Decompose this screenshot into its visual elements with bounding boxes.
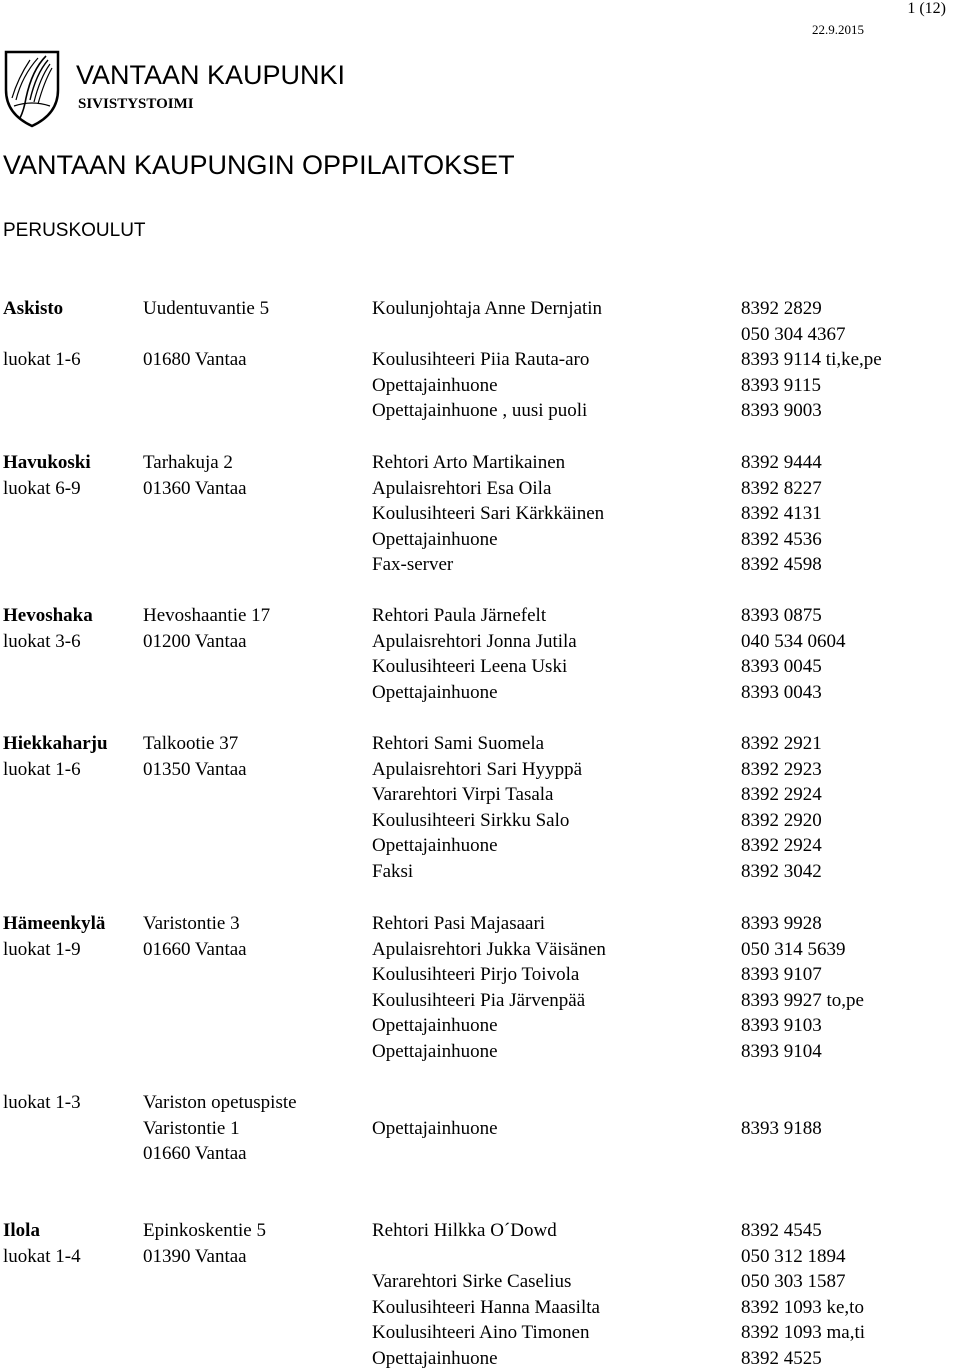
phone: 8393 9003 bbox=[741, 400, 822, 421]
phone: 8392 2920 bbox=[741, 809, 822, 831]
contact: Rehtori Sami Suomela bbox=[372, 733, 545, 754]
table-row bbox=[0, 322, 960, 348]
phone: 8392 4536 bbox=[741, 528, 822, 550]
phone: 8392 3042 bbox=[741, 860, 822, 882]
table-row bbox=[0, 1295, 960, 1321]
table-row bbox=[0, 911, 960, 937]
phone: 8392 2829 bbox=[741, 298, 822, 319]
address: 01680 Vantaa bbox=[143, 349, 247, 370]
address: 01360 Vantaa bbox=[143, 477, 247, 499]
phone: 8392 9444 bbox=[741, 452, 822, 473]
table-row bbox=[0, 1244, 960, 1270]
grades: luokat 1-4 bbox=[3, 1245, 81, 1267]
address: Variston opetuspiste bbox=[143, 1092, 297, 1113]
phone: 8392 4545 bbox=[741, 1220, 822, 1241]
table-row bbox=[0, 937, 960, 963]
table-row bbox=[0, 1269, 960, 1295]
contact: Koulunjohtaja Anne Dernjatin bbox=[372, 298, 603, 319]
table-row bbox=[0, 1090, 960, 1116]
table-row bbox=[0, 859, 960, 885]
contact: Opettajainhuone bbox=[372, 1040, 498, 1062]
table-row bbox=[0, 501, 960, 527]
contact: Opettajainhuone bbox=[372, 1117, 498, 1139]
phone: 8392 1093 ke,to bbox=[741, 1296, 864, 1318]
table-row bbox=[0, 782, 960, 808]
organization-subtitle: SIVISTYSTOIMI bbox=[78, 96, 194, 112]
table-row bbox=[0, 988, 960, 1014]
phone: 8392 2924 bbox=[741, 835, 822, 856]
school-name: Hämeenkylä bbox=[3, 913, 106, 934]
contact: Opettajainhuone bbox=[372, 835, 498, 856]
contact: Faksi bbox=[372, 860, 414, 882]
table-row bbox=[0, 1218, 960, 1244]
contact: Vararehtori Virpi Tasala bbox=[372, 784, 554, 805]
contact: Koulusihteeri Sirkku Salo bbox=[372, 809, 570, 831]
phone: 8392 4525 bbox=[741, 1347, 822, 1369]
contact: Apulaisrehtori Jukka Väisänen bbox=[372, 938, 606, 960]
contact: Koulusihteeri Pirjo Toivola bbox=[372, 964, 580, 985]
table-row bbox=[0, 680, 960, 706]
contact: Opettajainhuone bbox=[372, 374, 498, 396]
organization-title: VANTAAN KAUPUNKI bbox=[76, 60, 346, 90]
contact: Apulaisrehtori Jonna Jutila bbox=[372, 630, 577, 652]
contact: Vararehtori Sirke Caselius bbox=[372, 1271, 572, 1292]
table-row bbox=[0, 1320, 960, 1346]
phone: 8393 9115 bbox=[741, 374, 822, 396]
grades: luokat 1-6 bbox=[3, 349, 81, 370]
grades: luokat 6-9 bbox=[3, 477, 81, 499]
table-row bbox=[0, 629, 960, 655]
table-row bbox=[0, 476, 960, 502]
document-title: VANTAAN KAUPUNGIN OPPILAITOKSET bbox=[3, 150, 515, 180]
section-title: PERUSKOULUT bbox=[3, 220, 146, 241]
contact: Rehtori Paula Järnefelt bbox=[372, 605, 547, 626]
table-row bbox=[0, 527, 960, 553]
table-row bbox=[0, 552, 960, 578]
contact: Koulusihteeri Pia Järvenpää bbox=[372, 989, 586, 1011]
contact: Koulusihteeri Hanna Maasilta bbox=[372, 1296, 600, 1318]
phone: 8393 0875 bbox=[741, 605, 822, 626]
phone: 8392 2921 bbox=[741, 733, 822, 754]
contact: Koulusihteeri Leena Uski bbox=[372, 656, 568, 677]
phone: 050 303 1587 bbox=[741, 1271, 846, 1292]
phone: 8392 4131 bbox=[741, 503, 822, 524]
contact: Rehtori Pasi Majasaari bbox=[372, 913, 546, 934]
contact: Rehtori Arto Martikainen bbox=[372, 452, 566, 473]
table-row bbox=[0, 296, 960, 322]
address: Tarhakuja 2 bbox=[143, 452, 233, 473]
grades: luokat 1-9 bbox=[3, 938, 81, 960]
table-row bbox=[0, 1141, 960, 1167]
school-name: Havukoski bbox=[3, 452, 91, 473]
phone: 050 314 5639 bbox=[741, 938, 846, 960]
table-row bbox=[0, 373, 960, 399]
table-row bbox=[0, 757, 960, 783]
school-name: Hevoshaka bbox=[3, 605, 93, 626]
phone: 8393 9107 bbox=[741, 964, 822, 985]
table-row bbox=[0, 731, 960, 757]
phone: 050 312 1894 bbox=[741, 1245, 846, 1267]
table-row bbox=[0, 1346, 960, 1372]
contact: Koulusihteeri Aino Timonen bbox=[372, 1322, 590, 1343]
grades: luokat 1-3 bbox=[3, 1092, 81, 1113]
table-row bbox=[0, 347, 960, 373]
table-row bbox=[0, 1013, 960, 1039]
grades: luokat 3-6 bbox=[3, 630, 81, 652]
contact: Opettajainhuone bbox=[372, 1347, 498, 1369]
table-row bbox=[0, 450, 960, 476]
contact: Apulaisrehtori Esa Oila bbox=[372, 477, 552, 499]
phone: 8392 8227 bbox=[741, 477, 822, 499]
address: Hevoshaantie 17 bbox=[143, 605, 271, 626]
phone: 8393 9188 bbox=[741, 1117, 822, 1139]
phone: 8392 2923 bbox=[741, 758, 822, 780]
contact: Opettajainhuone bbox=[372, 528, 498, 550]
document-date: 22.9.2015 bbox=[812, 22, 864, 37]
contact: Koulusihteeri Piia Rauta-aro bbox=[372, 349, 590, 370]
city-crest-logo-icon bbox=[2, 48, 62, 128]
contact: Apulaisrehtori Sari Hyyppä bbox=[372, 758, 583, 780]
address: Varistontie 3 bbox=[143, 913, 240, 934]
address: 01390 Vantaa bbox=[143, 1245, 247, 1267]
table-row bbox=[0, 1039, 960, 1065]
address: Uudentuvantie 5 bbox=[143, 298, 270, 319]
phone: 8393 9104 bbox=[741, 1040, 822, 1062]
phone: 8393 9928 bbox=[741, 913, 822, 934]
address: Epinkoskentie 5 bbox=[143, 1220, 266, 1241]
page-number: 1 (12) bbox=[907, 0, 946, 17]
phone: 8393 0045 bbox=[741, 656, 822, 677]
phone: 8393 9103 bbox=[741, 1015, 822, 1036]
table-row bbox=[0, 833, 960, 859]
contact: Koulusihteeri Sari Kärkkäinen bbox=[372, 503, 605, 524]
address: 01660 Vantaa bbox=[143, 1143, 247, 1164]
table-row bbox=[0, 1116, 960, 1142]
contact: Opettajainhuone , uusi puoli bbox=[372, 400, 588, 421]
table-row bbox=[0, 398, 960, 424]
phone: 8392 4598 bbox=[741, 554, 822, 575]
phone: 8392 1093 ma,ti bbox=[741, 1322, 866, 1343]
grades: luokat 1-6 bbox=[3, 758, 81, 780]
address: Varistontie 1 bbox=[143, 1117, 240, 1139]
contact: Opettajainhuone bbox=[372, 681, 498, 703]
school-name: Hiekkaharju bbox=[3, 733, 108, 754]
school-name: Ilola bbox=[3, 1220, 40, 1241]
contact: Fax-server bbox=[372, 554, 454, 575]
contact: Opettajainhuone bbox=[372, 1015, 498, 1036]
phone: 8393 9927 to,pe bbox=[741, 989, 864, 1011]
phone: 8392 2924 bbox=[741, 784, 822, 805]
phone: 040 534 0604 bbox=[741, 630, 846, 652]
phone: 050 304 4367 bbox=[741, 323, 846, 345]
phone: 8393 9114 ti,ke,pe bbox=[741, 349, 882, 370]
phone: 8393 0043 bbox=[741, 681, 822, 703]
table-row bbox=[0, 603, 960, 629]
address: Talkootie 37 bbox=[143, 733, 239, 754]
school-name: Askisto bbox=[3, 298, 64, 319]
table-row bbox=[0, 654, 960, 680]
table-row bbox=[0, 808, 960, 834]
address: 01660 Vantaa bbox=[143, 938, 247, 960]
address: 01200 Vantaa bbox=[143, 630, 247, 652]
table-row bbox=[0, 962, 960, 988]
contact: Rehtori Hilkka O´Dowd bbox=[372, 1220, 557, 1241]
address: 01350 Vantaa bbox=[143, 758, 247, 780]
